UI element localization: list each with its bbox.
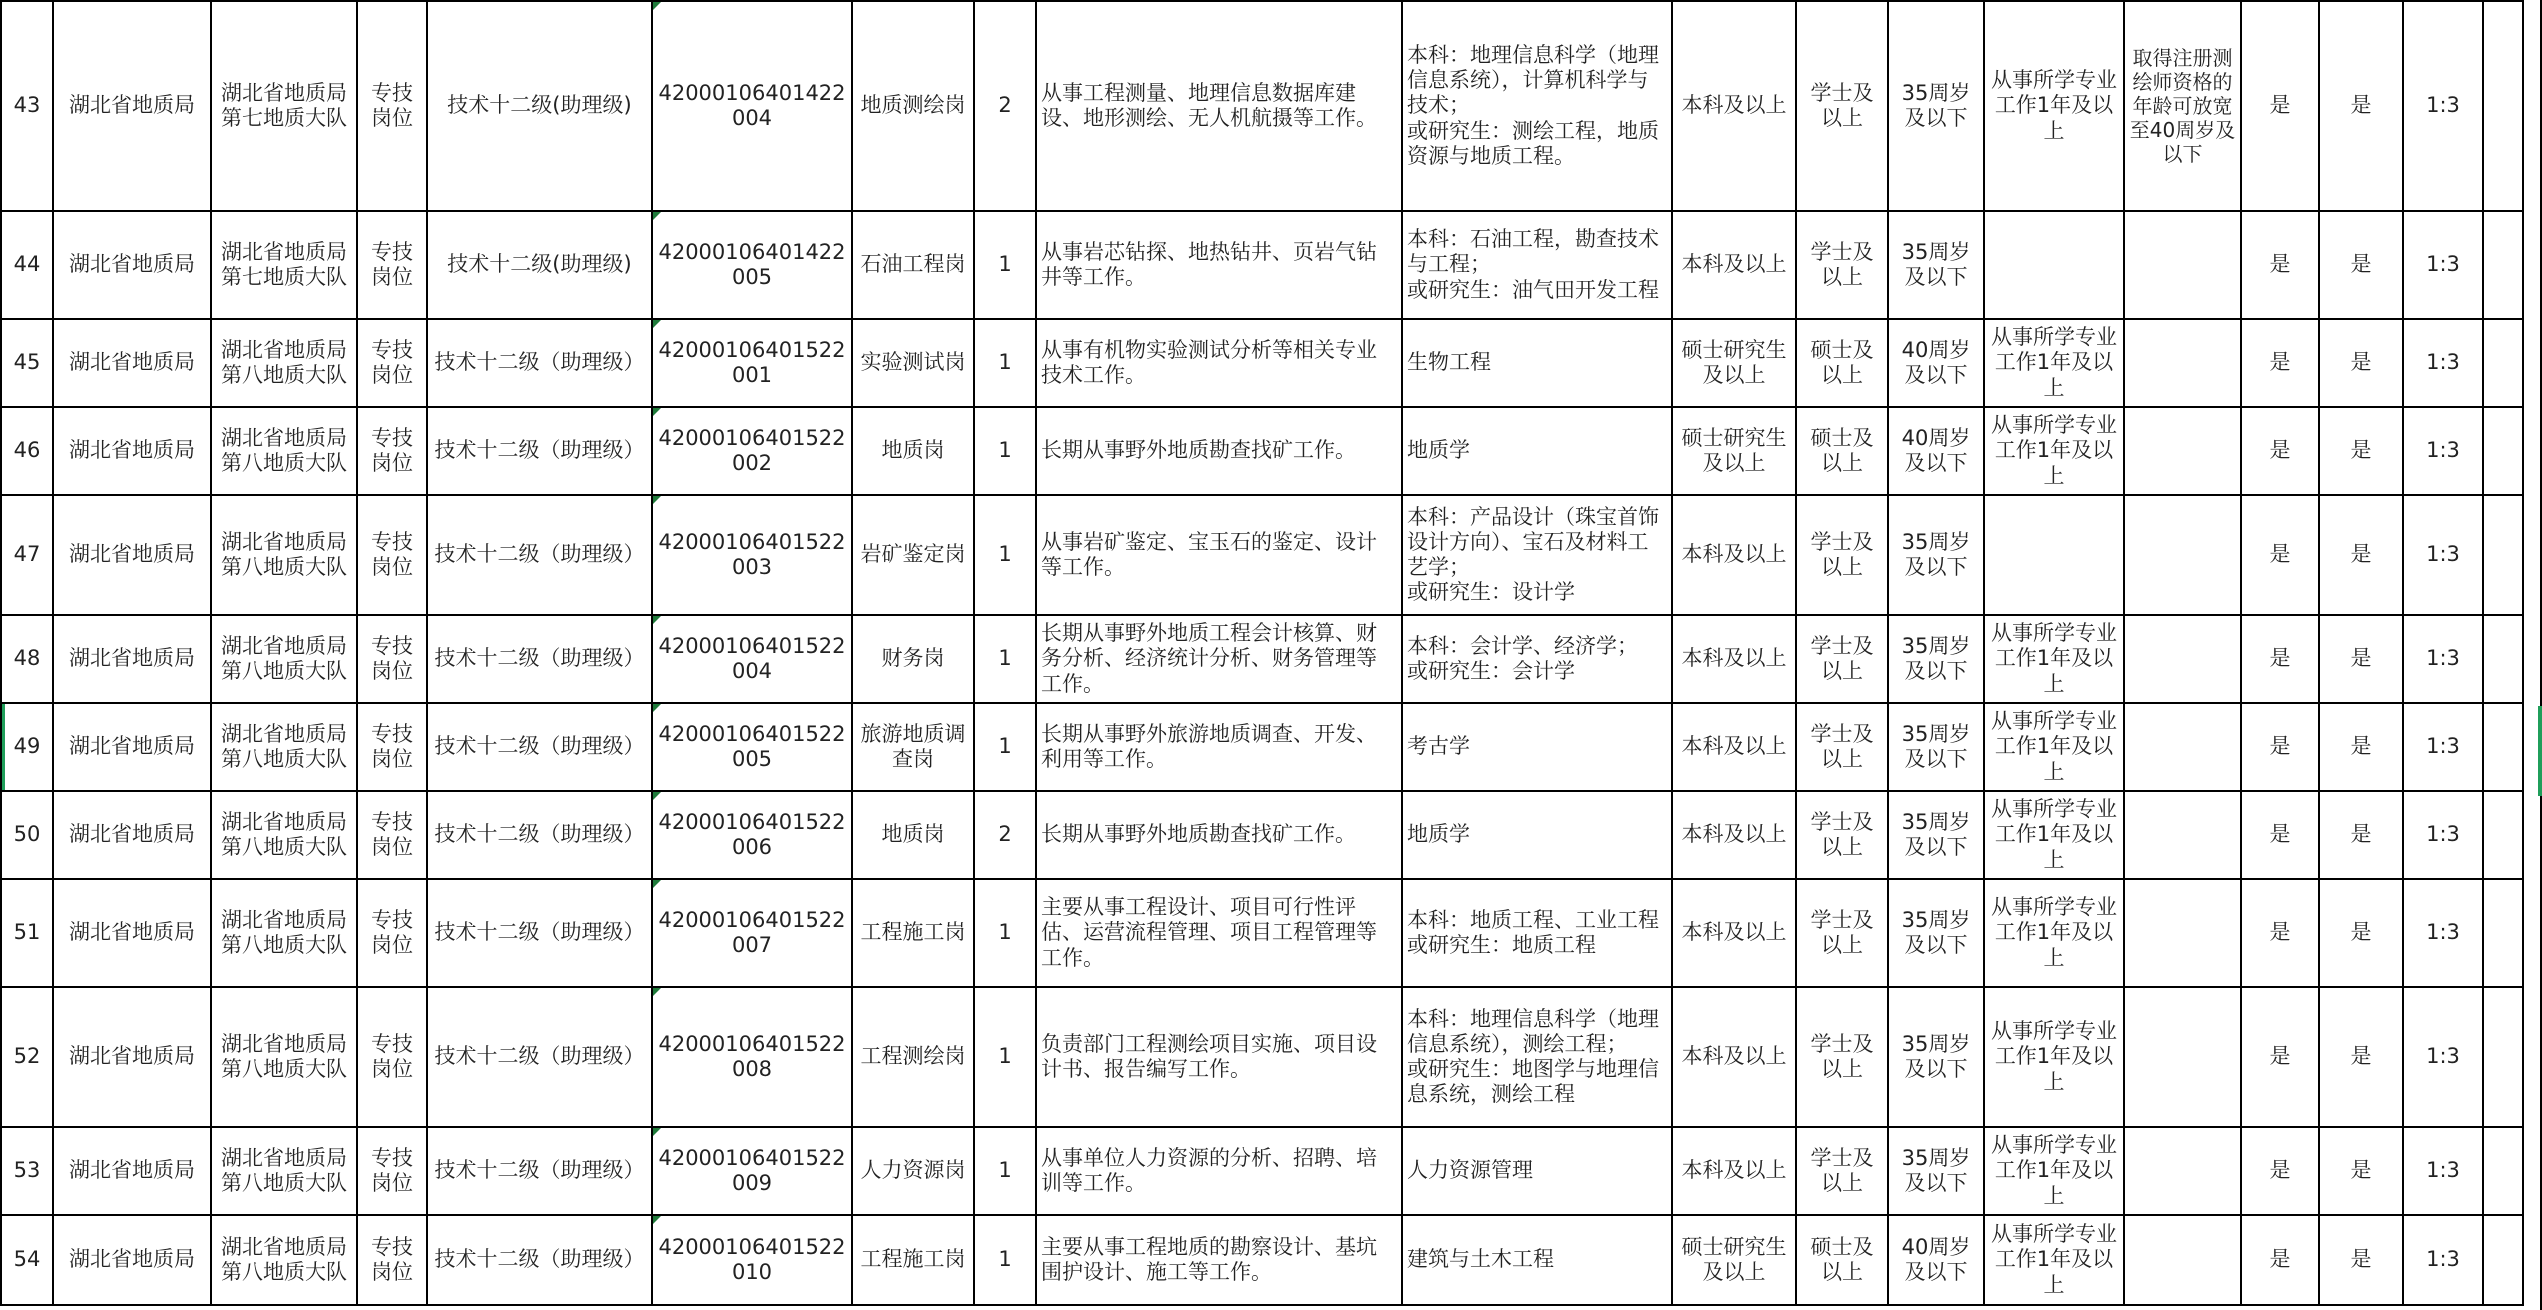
- table-body: [1, 1, 2523, 1305]
- post-code-cell[interactable]: 42000106401522009: [652, 1127, 852, 1215]
- post-code-cell[interactable]: 42000106401522007: [652, 879, 852, 987]
- post-level-cell[interactable]: 技术十二级（助理级）: [427, 319, 652, 407]
- department-cell[interactable]: 湖北省地质局: [53, 615, 211, 703]
- experience-cell[interactable]: 从事所学专业工作1年及以上: [1984, 987, 2124, 1127]
- note-cell[interactable]: [2124, 703, 2241, 791]
- post-type-cell[interactable]: 专技岗位: [357, 879, 427, 987]
- row-number-cell[interactable]: 50: [1, 791, 53, 879]
- department-cell[interactable]: 湖北省地质局: [53, 1127, 211, 1215]
- experience-cell[interactable]: 从事所学专业工作1年及以上: [1984, 319, 2124, 407]
- degree-cell[interactable]: 学士及以上: [1796, 703, 1888, 791]
- requirement-cell[interactable]: 是: [2319, 211, 2403, 319]
- ratio-cell[interactable]: 1:3: [2403, 703, 2483, 791]
- unit-cell[interactable]: 湖北省地质局第八地质大队: [211, 319, 357, 407]
- unit-cell[interactable]: 湖北省地质局第八地质大队: [211, 879, 357, 987]
- note-cell[interactable]: [2124, 987, 2241, 1127]
- duty-cell[interactable]: 从事单位人力资源的分析、招聘、培训等工作。: [1036, 1127, 1402, 1215]
- unit-cell[interactable]: 湖北省地质局第八地质大队: [211, 791, 357, 879]
- duty-cell[interactable]: 负责部门工程测绘项目实施、项目设计书、报告编写工作。: [1036, 987, 1402, 1127]
- requirement-cell[interactable]: 是: [2241, 211, 2319, 319]
- row-number-cell[interactable]: 43: [1, 1, 53, 211]
- department-cell[interactable]: 湖北省地质局: [53, 791, 211, 879]
- age-cell[interactable]: 35周岁及以下: [1888, 879, 1984, 987]
- ratio-cell[interactable]: 1:3: [2403, 987, 2483, 1127]
- degree-cell[interactable]: 学士及以上: [1796, 1, 1888, 211]
- requirement-cell[interactable]: 是: [2241, 987, 2319, 1127]
- education-cell[interactable]: 本科及以上: [1672, 211, 1796, 319]
- unit-cell[interactable]: 湖北省地质局第八地质大队: [211, 407, 357, 495]
- post-name-cell[interactable]: 旅游地质调查岗: [852, 703, 974, 791]
- ratio-cell[interactable]: 1:3: [2403, 791, 2483, 879]
- post-level-cell[interactable]: 技术十二级（助理级）: [427, 987, 652, 1127]
- department-cell[interactable]: 湖北省地质局: [53, 987, 211, 1127]
- table-row[interactable]: [1, 703, 2523, 791]
- ratio-cell[interactable]: 1:3: [2403, 319, 2483, 407]
- note-cell[interactable]: [2124, 615, 2241, 703]
- post-code-cell[interactable]: 42000106401522010: [652, 1215, 852, 1305]
- row-number-cell[interactable]: 45: [1, 319, 53, 407]
- note-cell[interactable]: [2124, 791, 2241, 879]
- age-cell[interactable]: 40周岁及以下: [1888, 1215, 1984, 1305]
- row-number-cell[interactable]: 51: [1, 879, 53, 987]
- duty-cell[interactable]: 从事有机物实验测试分析等相关专业技术工作。: [1036, 319, 1402, 407]
- headcount-cell[interactable]: 1: [974, 1127, 1036, 1215]
- experience-cell[interactable]: [1984, 211, 2124, 319]
- post-code-cell[interactable]: 42000106401522006: [652, 791, 852, 879]
- headcount-cell[interactable]: 1: [974, 211, 1036, 319]
- ratio-cell[interactable]: 1:3: [2403, 211, 2483, 319]
- requirement-cell[interactable]: 是: [2241, 791, 2319, 879]
- ratio-cell[interactable]: 1:3: [2403, 1215, 2483, 1305]
- requirement-cell[interactable]: 是: [2241, 1127, 2319, 1215]
- major-cell[interactable]: 本科：地理信息科学（地理信息系统），测绘工程； 或研究生：地图学与地理信息系统，测绘工程: [1402, 987, 1672, 1127]
- row-number-cell[interactable]: 49: [1, 703, 53, 791]
- department-cell[interactable]: 湖北省地质局: [53, 703, 211, 791]
- requirement-cell[interactable]: 是: [2241, 495, 2319, 615]
- requirement-cell[interactable]: 是: [2241, 319, 2319, 407]
- note-cell[interactable]: [2124, 319, 2241, 407]
- age-cell[interactable]: 35周岁及以下: [1888, 987, 1984, 1127]
- age-cell[interactable]: 35周岁及以下: [1888, 1127, 1984, 1215]
- age-cell[interactable]: 35周岁及以下: [1888, 791, 1984, 879]
- degree-cell[interactable]: 学士及以上: [1796, 615, 1888, 703]
- degree-cell[interactable]: 学士及以上: [1796, 1127, 1888, 1215]
- table-row[interactable]: [1, 1215, 2523, 1305]
- table-row[interactable]: [1, 495, 2523, 615]
- duty-cell[interactable]: 长期从事野外旅游地质调查、开发、利用等工作。: [1036, 703, 1402, 791]
- ratio-cell[interactable]: 1:3: [2403, 615, 2483, 703]
- post-type-cell[interactable]: 专技岗位: [357, 791, 427, 879]
- note-cell[interactable]: 取得注册测绘师资格的年龄可放宽至40周岁及以下: [2124, 1, 2241, 211]
- requirement-cell[interactable]: 是: [2319, 407, 2403, 495]
- education-cell[interactable]: 硕士研究生及以上: [1672, 1215, 1796, 1305]
- headcount-cell[interactable]: 1: [974, 615, 1036, 703]
- major-cell[interactable]: 本科：会计学、经济学； 或研究生：会计学: [1402, 615, 1672, 703]
- major-cell[interactable]: 地质学: [1402, 407, 1672, 495]
- requirement-cell[interactable]: 是: [2319, 615, 2403, 703]
- ratio-cell[interactable]: 1:3: [2403, 1127, 2483, 1215]
- empty-cell[interactable]: [2483, 211, 2523, 319]
- education-cell[interactable]: 本科及以上: [1672, 879, 1796, 987]
- post-type-cell[interactable]: 专技岗位: [357, 703, 427, 791]
- empty-cell[interactable]: [2483, 703, 2523, 791]
- requirement-cell[interactable]: 是: [2241, 703, 2319, 791]
- ratio-cell[interactable]: 1:3: [2403, 879, 2483, 987]
- degree-cell[interactable]: 学士及以上: [1796, 495, 1888, 615]
- post-name-cell[interactable]: 地质测绘岗: [852, 1, 974, 211]
- requirement-cell[interactable]: 是: [2319, 1127, 2403, 1215]
- age-cell[interactable]: 35周岁及以下: [1888, 495, 1984, 615]
- empty-cell[interactable]: [2483, 1127, 2523, 1215]
- table-row[interactable]: [1, 319, 2523, 407]
- age-cell[interactable]: 35周岁及以下: [1888, 1, 1984, 211]
- unit-cell[interactable]: 湖北省地质局第七地质大队: [211, 1, 357, 211]
- duty-cell[interactable]: 从事工程测量、地理信息数据库建设、地形测绘、无人机航摄等工作。: [1036, 1, 1402, 211]
- requirement-cell[interactable]: 是: [2241, 1, 2319, 211]
- age-cell[interactable]: 40周岁及以下: [1888, 319, 1984, 407]
- post-level-cell[interactable]: 技术十二级（助理级）: [427, 495, 652, 615]
- requirement-cell[interactable]: 是: [2319, 495, 2403, 615]
- degree-cell[interactable]: 硕士及以上: [1796, 319, 1888, 407]
- headcount-cell[interactable]: 1: [974, 495, 1036, 615]
- post-type-cell[interactable]: 专技岗位: [357, 1215, 427, 1305]
- major-cell[interactable]: 人力资源管理: [1402, 1127, 1672, 1215]
- major-cell[interactable]: 本科：产品设计（珠宝首饰设计方向）、宝石及材料工艺学； 或研究生：设计学: [1402, 495, 1672, 615]
- row-number-cell[interactable]: 54: [1, 1215, 53, 1305]
- post-name-cell[interactable]: 工程施工岗: [852, 1215, 974, 1305]
- degree-cell[interactable]: 学士及以上: [1796, 791, 1888, 879]
- headcount-cell[interactable]: 1: [974, 1215, 1036, 1305]
- post-level-cell[interactable]: 技术十二级（助理级）: [427, 703, 652, 791]
- education-cell[interactable]: 硕士研究生及以上: [1672, 407, 1796, 495]
- duty-cell[interactable]: 主要从事工程设计、项目可行性评估、运营流程管理、项目工程管理等工作。: [1036, 879, 1402, 987]
- post-type-cell[interactable]: 专技岗位: [357, 1127, 427, 1215]
- empty-cell[interactable]: [2483, 615, 2523, 703]
- unit-cell[interactable]: 湖北省地质局第八地质大队: [211, 987, 357, 1127]
- empty-cell[interactable]: [2483, 791, 2523, 879]
- department-cell[interactable]: 湖北省地质局: [53, 211, 211, 319]
- post-name-cell[interactable]: 石油工程岗: [852, 211, 974, 319]
- requirement-cell[interactable]: 是: [2241, 407, 2319, 495]
- degree-cell[interactable]: 学士及以上: [1796, 879, 1888, 987]
- degree-cell[interactable]: 学士及以上: [1796, 211, 1888, 319]
- table-row[interactable]: [1, 211, 2523, 319]
- requirement-cell[interactable]: 是: [2241, 879, 2319, 987]
- unit-cell[interactable]: 湖北省地质局第八地质大队: [211, 703, 357, 791]
- age-cell[interactable]: 35周岁及以下: [1888, 703, 1984, 791]
- headcount-cell[interactable]: 1: [974, 703, 1036, 791]
- duty-cell[interactable]: 长期从事野外地质工程会计核算、财务分析、经济统计分析、财务管理等工作。: [1036, 615, 1402, 703]
- requirement-cell[interactable]: 是: [2319, 1215, 2403, 1305]
- unit-cell[interactable]: 湖北省地质局第八地质大队: [211, 1127, 357, 1215]
- age-cell[interactable]: 35周岁及以下: [1888, 211, 1984, 319]
- empty-cell[interactable]: [2483, 987, 2523, 1127]
- requirement-cell[interactable]: 是: [2319, 791, 2403, 879]
- duty-cell[interactable]: 长期从事野外地质勘查找矿工作。: [1036, 407, 1402, 495]
- empty-cell[interactable]: [2483, 1, 2523, 211]
- headcount-cell[interactable]: 1: [974, 319, 1036, 407]
- experience-cell[interactable]: 从事所学专业工作1年及以上: [1984, 1215, 2124, 1305]
- major-cell[interactable]: 本科：地质工程、工业工程 或研究生：地质工程: [1402, 879, 1672, 987]
- post-name-cell[interactable]: 工程施工岗: [852, 879, 974, 987]
- headcount-cell[interactable]: 1: [974, 407, 1036, 495]
- headcount-cell[interactable]: 1: [974, 879, 1036, 987]
- major-cell[interactable]: 建筑与土木工程: [1402, 1215, 1672, 1305]
- experience-cell[interactable]: 从事所学专业工作1年及以上: [1984, 1127, 2124, 1215]
- table-row[interactable]: [1, 1127, 2523, 1215]
- post-name-cell[interactable]: 地质岗: [852, 791, 974, 879]
- row-number-cell[interactable]: 46: [1, 407, 53, 495]
- major-cell[interactable]: 本科：石油工程，勘查技术与工程； 或研究生：油气田开发工程: [1402, 211, 1672, 319]
- unit-cell[interactable]: 湖北省地质局第八地质大队: [211, 495, 357, 615]
- post-level-cell[interactable]: 技术十二级（助理级）: [427, 791, 652, 879]
- headcount-cell[interactable]: 1: [974, 987, 1036, 1127]
- post-level-cell[interactable]: 技术十二级（助理级）: [427, 1215, 652, 1305]
- requirement-cell[interactable]: 是: [2319, 319, 2403, 407]
- post-name-cell[interactable]: 人力资源岗: [852, 1127, 974, 1215]
- degree-cell[interactable]: 硕士及以上: [1796, 1215, 1888, 1305]
- post-code-cell[interactable]: 42000106401522005: [652, 703, 852, 791]
- education-cell[interactable]: 本科及以上: [1672, 703, 1796, 791]
- note-cell[interactable]: [2124, 495, 2241, 615]
- post-level-cell[interactable]: 技术十二级（助理级）: [427, 879, 652, 987]
- post-code-cell[interactable]: 42000106401422005: [652, 211, 852, 319]
- education-cell[interactable]: 本科及以上: [1672, 791, 1796, 879]
- education-cell[interactable]: 本科及以上: [1672, 495, 1796, 615]
- headcount-cell[interactable]: 2: [974, 791, 1036, 879]
- age-cell[interactable]: 35周岁及以下: [1888, 615, 1984, 703]
- education-cell[interactable]: 硕士研究生及以上: [1672, 319, 1796, 407]
- table-row[interactable]: [1, 1, 2523, 211]
- empty-cell[interactable]: [2483, 495, 2523, 615]
- table-row[interactable]: [1, 879, 2523, 987]
- table-row[interactable]: [1, 987, 2523, 1127]
- note-cell[interactable]: [2124, 1127, 2241, 1215]
- post-type-cell[interactable]: 专技岗位: [357, 211, 427, 319]
- post-type-cell[interactable]: 专技岗位: [357, 1, 427, 211]
- age-cell[interactable]: 40周岁及以下: [1888, 407, 1984, 495]
- table-row[interactable]: [1, 791, 2523, 879]
- post-code-cell[interactable]: 42000106401522002: [652, 407, 852, 495]
- row-number-cell[interactable]: 52: [1, 987, 53, 1127]
- post-name-cell[interactable]: 财务岗: [852, 615, 974, 703]
- department-cell[interactable]: 湖北省地质局: [53, 407, 211, 495]
- education-cell[interactable]: 本科及以上: [1672, 1127, 1796, 1215]
- note-cell[interactable]: [2124, 211, 2241, 319]
- note-cell[interactable]: [2124, 407, 2241, 495]
- row-number-cell[interactable]: 47: [1, 495, 53, 615]
- post-name-cell[interactable]: 地质岗: [852, 407, 974, 495]
- requirement-cell[interactable]: 是: [2319, 703, 2403, 791]
- education-cell[interactable]: 本科及以上: [1672, 1, 1796, 211]
- note-cell[interactable]: [2124, 879, 2241, 987]
- post-type-cell[interactable]: 专技岗位: [357, 319, 427, 407]
- ratio-cell[interactable]: 1:3: [2403, 407, 2483, 495]
- requirement-cell[interactable]: 是: [2241, 615, 2319, 703]
- requirement-cell[interactable]: 是: [2319, 879, 2403, 987]
- requirement-cell[interactable]: 是: [2319, 1, 2403, 211]
- major-cell[interactable]: 地质学: [1402, 791, 1672, 879]
- unit-cell[interactable]: 湖北省地质局第八地质大队: [211, 615, 357, 703]
- empty-cell[interactable]: [2483, 879, 2523, 987]
- post-level-cell[interactable]: 技术十二级(助理级): [427, 1, 652, 211]
- unit-cell[interactable]: 湖北省地质局第七地质大队: [211, 211, 357, 319]
- post-type-cell[interactable]: 专技岗位: [357, 987, 427, 1127]
- experience-cell[interactable]: 从事所学专业工作1年及以上: [1984, 407, 2124, 495]
- duty-cell[interactable]: 从事岩芯钻探、地热钻井、页岩气钻井等工作。: [1036, 211, 1402, 319]
- post-name-cell[interactable]: 岩矿鉴定岗: [852, 495, 974, 615]
- department-cell[interactable]: 湖北省地质局: [53, 1, 211, 211]
- degree-cell[interactable]: 硕士及以上: [1796, 407, 1888, 495]
- table-row[interactable]: [1, 407, 2523, 495]
- empty-cell[interactable]: [2483, 1215, 2523, 1305]
- education-cell[interactable]: 本科及以上: [1672, 615, 1796, 703]
- experience-cell[interactable]: 从事所学专业工作1年及以上: [1984, 615, 2124, 703]
- post-code-cell[interactable]: 42000106401522001: [652, 319, 852, 407]
- row-number-cell[interactable]: 48: [1, 615, 53, 703]
- post-code-cell[interactable]: 42000106401522008: [652, 987, 852, 1127]
- post-code-cell[interactable]: 42000106401522004: [652, 615, 852, 703]
- post-code-cell[interactable]: 42000106401422004: [652, 1, 852, 211]
- note-cell[interactable]: [2124, 1215, 2241, 1305]
- department-cell[interactable]: 湖北省地质局: [53, 879, 211, 987]
- post-level-cell[interactable]: 技术十二级（助理级）: [427, 407, 652, 495]
- department-cell[interactable]: 湖北省地质局: [53, 495, 211, 615]
- ratio-cell[interactable]: 1:3: [2403, 1, 2483, 211]
- ratio-cell[interactable]: 1:3: [2403, 495, 2483, 615]
- empty-cell[interactable]: [2483, 319, 2523, 407]
- experience-cell[interactable]: 从事所学专业工作1年及以上: [1984, 879, 2124, 987]
- table-row[interactable]: [1, 615, 2523, 703]
- department-cell[interactable]: 湖北省地质局: [53, 1215, 211, 1305]
- post-level-cell[interactable]: 技术十二级(助理级): [427, 211, 652, 319]
- post-name-cell[interactable]: 实验测试岗: [852, 319, 974, 407]
- major-cell[interactable]: 本科：地理信息科学（地理信息系统），计算机科学与技术； 或研究生：测绘工程，地质资源与地质工程。: [1402, 1, 1672, 211]
- row-number-cell[interactable]: 44: [1, 211, 53, 319]
- duty-cell[interactable]: 主要从事工程地质的勘察设计、基坑围护设计、施工等工作。: [1036, 1215, 1402, 1305]
- post-code-cell[interactable]: 42000106401522003: [652, 495, 852, 615]
- major-cell[interactable]: 考古学: [1402, 703, 1672, 791]
- headcount-cell[interactable]: 2: [974, 1, 1036, 211]
- unit-cell[interactable]: 湖北省地质局第八地质大队: [211, 1215, 357, 1305]
- experience-cell[interactable]: 从事所学专业工作1年及以上: [1984, 703, 2124, 791]
- post-type-cell[interactable]: 专技岗位: [357, 495, 427, 615]
- experience-cell[interactable]: 从事所学专业工作1年及以上: [1984, 1, 2124, 211]
- row-number-cell[interactable]: 53: [1, 1127, 53, 1215]
- experience-cell[interactable]: 从事所学专业工作1年及以上: [1984, 791, 2124, 879]
- experience-cell[interactable]: [1984, 495, 2124, 615]
- duty-cell[interactable]: 从事岩矿鉴定、宝玉石的鉴定、设计等工作。: [1036, 495, 1402, 615]
- post-type-cell[interactable]: 专技岗位: [357, 407, 427, 495]
- department-cell[interactable]: 湖北省地质局: [53, 319, 211, 407]
- requirement-cell[interactable]: 是: [2319, 987, 2403, 1127]
- post-level-cell[interactable]: 技术十二级（助理级）: [427, 615, 652, 703]
- major-cell[interactable]: 生物工程: [1402, 319, 1672, 407]
- requirement-cell[interactable]: 是: [2241, 1215, 2319, 1305]
- education-cell[interactable]: 本科及以上: [1672, 987, 1796, 1127]
- degree-cell[interactable]: 学士及以上: [1796, 987, 1888, 1127]
- duty-cell[interactable]: 长期从事野外地质勘查找矿工作。: [1036, 791, 1402, 879]
- post-type-cell[interactable]: 专技岗位: [357, 615, 427, 703]
- post-level-cell[interactable]: 技术十二级（助理级）: [427, 1127, 652, 1215]
- post-name-cell[interactable]: 工程测绘岗: [852, 987, 974, 1127]
- selection-indicator: [2538, 706, 2542, 796]
- empty-cell[interactable]: [2483, 407, 2523, 495]
